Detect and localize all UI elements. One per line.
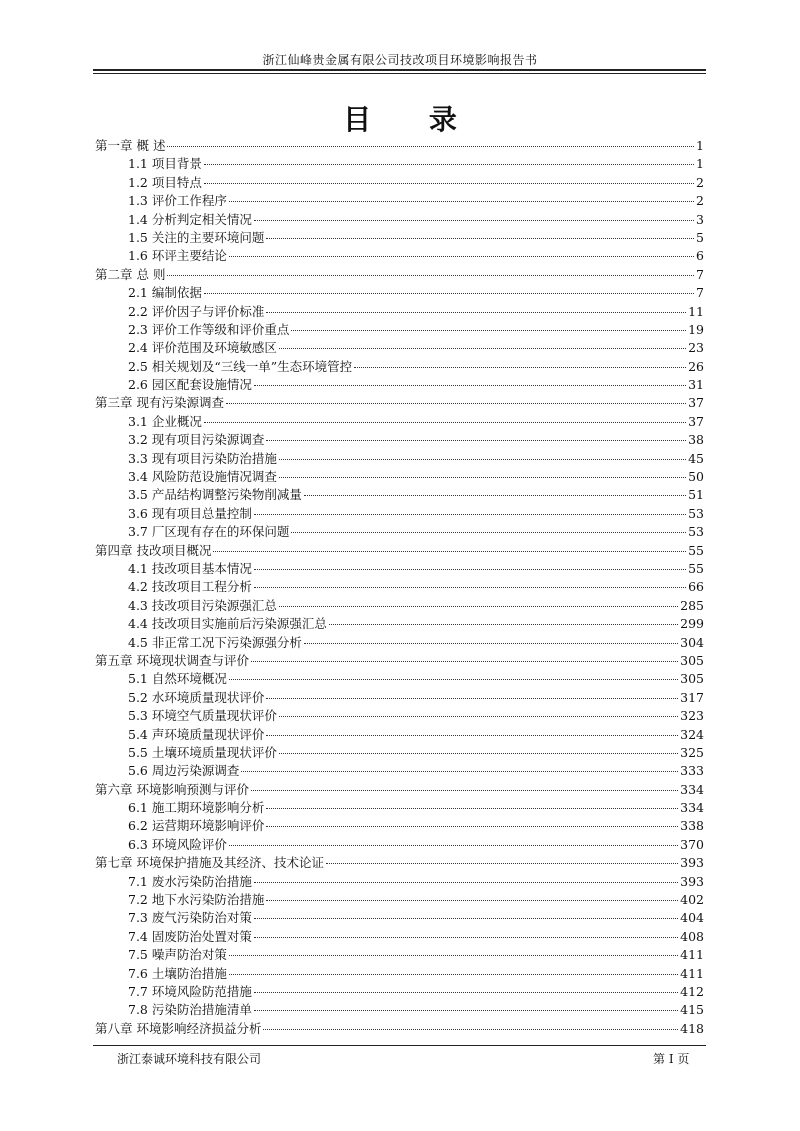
toc-section-entry[interactable] <box>95 173 704 191</box>
header-rule <box>93 69 706 74</box>
toc-entry-label: 3.6 现有项目总量控制 <box>128 505 252 521</box>
toc-dot-leader <box>254 569 686 570</box>
toc-section-entry[interactable] <box>95 798 704 816</box>
toc-entry-page-number: 66 <box>688 579 704 595</box>
toc-section-entry[interactable] <box>95 908 704 926</box>
toc-chapter-entry[interactable] <box>95 136 704 154</box>
toc-dot-leader <box>254 882 678 883</box>
toc-dot-leader <box>229 974 678 975</box>
toc-entry-label: 1.3 评价工作程序 <box>128 193 227 209</box>
toc-entry-page-number: 325 <box>680 744 704 760</box>
toc-chapter-entry[interactable] <box>95 393 704 411</box>
toc-entry-label: 第六章 环境影响预测与评价 <box>95 781 249 797</box>
toc-section-entry[interactable] <box>95 191 704 209</box>
toc-section-entry[interactable] <box>95 1000 704 1018</box>
toc-dot-leader <box>229 679 678 680</box>
toc-entry-page-number: 37 <box>688 395 704 411</box>
footer-page-number: 第 I 页 <box>653 1052 690 1066</box>
toc-dot-leader <box>279 716 678 717</box>
toc-entry-label: 5.4 声环境质量现状评价 <box>128 726 265 742</box>
toc-section-entry[interactable] <box>95 816 704 834</box>
toc-dot-leader <box>279 477 686 478</box>
toc-entry-page-number: 370 <box>680 836 704 852</box>
toc-entry-label: 7.8 污染防治措施清单 <box>128 1002 252 1018</box>
toc-entry-page-number: 2 <box>696 174 704 190</box>
toc-entry-page-number: 393 <box>680 873 704 889</box>
toc-dot-leader <box>291 532 686 533</box>
toc-dot-leader <box>279 606 678 607</box>
toc-entry-label: 1.5 关注的主要环境问题 <box>128 229 265 245</box>
toc-entry-label: 第二章 总 则 <box>95 266 166 282</box>
toc-entry-page-number: 404 <box>680 910 704 926</box>
toc-dot-leader <box>263 1029 678 1030</box>
toc-dot-leader <box>329 624 678 625</box>
toc-section-entry[interactable] <box>95 228 704 246</box>
toc-entry-label: 7.5 噪声防治对策 <box>128 947 227 963</box>
toc-dot-leader <box>204 164 694 165</box>
toc-entry-page-number: 334 <box>680 781 704 797</box>
toc-section-entry[interactable] <box>95 559 704 577</box>
toc-section-entry[interactable] <box>95 835 704 853</box>
toc-entry-page-number: 1 <box>696 138 704 153</box>
toc-dot-leader <box>326 863 678 864</box>
toc-entry-label: 5.1 自然环境概况 <box>128 671 227 687</box>
toc-section-entry[interactable] <box>95 412 704 430</box>
toc-entry-label: 3.7 厂区现有存在的环保问题 <box>128 524 290 540</box>
toc-entry-label: 2.6 园区配套设施情况 <box>128 377 252 393</box>
toc-dot-leader <box>254 514 686 515</box>
toc-entry-label: 2.2 评价因子与评价标准 <box>128 303 265 319</box>
toc-dot-leader <box>254 385 686 386</box>
toc-dot-leader <box>304 643 678 644</box>
toc-entry-page-number: 2 <box>696 193 704 209</box>
toc-entry-label: 4.5 非正常工况下污染源强分析 <box>128 634 302 650</box>
toc-entry-label: 1.1 项目背景 <box>128 156 202 172</box>
toc-chapter-entry[interactable] <box>95 651 704 669</box>
toc-entry-label: 4.4 技改项目实施前后污染源强汇总 <box>128 616 327 632</box>
toc-entry-page-number: 23 <box>688 340 704 356</box>
toc-entry-page-number: 6 <box>696 248 704 264</box>
toc-section-entry[interactable] <box>95 890 704 908</box>
toc-section-entry[interactable] <box>95 246 704 264</box>
toc-entry-label: 1.2 项目特点 <box>128 174 202 190</box>
toc-entry-page-number: 393 <box>680 855 704 871</box>
toc-entry-label: 6.3 环境风险评价 <box>128 836 227 852</box>
toc-entry-label: 5.2 水环境质量现状评价 <box>128 689 265 705</box>
toc-entry-label: 第五章 环境现状调查与评价 <box>95 652 249 668</box>
toc-entry-label: 6.2 运营期环境影响评价 <box>128 818 265 834</box>
running-header: 浙江仙峰贵金属有限公司技改项目环境影响报告书 <box>262 53 538 67</box>
toc-entry-label: 第四章 技改项目概况 <box>95 542 212 558</box>
toc-dot-leader <box>279 459 686 460</box>
toc-entry-page-number: 333 <box>680 763 704 779</box>
toc-chapter-entry[interactable] <box>95 541 704 559</box>
toc-chapter-entry[interactable] <box>95 780 704 798</box>
toc-dot-leader <box>254 992 678 993</box>
toc-entry-page-number: 53 <box>688 505 704 521</box>
toc-dot-leader <box>229 845 678 846</box>
toc-entry-label: 1.6 环评主要结论 <box>128 248 227 264</box>
toc-entry-label: 4.1 技改项目基本情况 <box>128 560 252 576</box>
toc-entry-page-number: 285 <box>680 597 704 613</box>
toc-entry-page-number: 55 <box>688 560 704 576</box>
toc-entry-label: 1.4 分析判定相关情况 <box>128 211 252 227</box>
toc-entry-label: 6.1 施工期环境影响分析 <box>128 800 265 816</box>
toc-entry-page-number: 45 <box>688 450 704 466</box>
toc-section-entry[interactable] <box>95 945 704 963</box>
toc-section-entry[interactable] <box>95 743 704 761</box>
toc-section-entry[interactable] <box>95 449 704 467</box>
page-title: 目 录 <box>343 103 481 136</box>
toc-entry-label: 3.1 企业概况 <box>128 413 202 429</box>
toc-entry-label: 3.4 风险防范设施情况调查 <box>128 469 277 485</box>
toc-dot-leader <box>266 808 678 809</box>
toc-section-entry[interactable] <box>95 338 704 356</box>
toc-dot-leader <box>229 256 694 257</box>
toc-dot-leader <box>251 661 678 662</box>
toc-entry-label: 2.1 编制依据 <box>128 285 202 301</box>
toc-entry-page-number: 418 <box>680 1020 704 1036</box>
toc-section-entry[interactable] <box>95 872 704 890</box>
toc-entry-label: 3.3 现有项目污染防治措施 <box>128 450 277 466</box>
toc-entry-page-number: 19 <box>688 321 704 337</box>
toc-dot-leader <box>279 753 678 754</box>
toc-section-entry[interactable] <box>95 706 704 724</box>
toc-entry-label: 7.7 环境风险防范措施 <box>128 983 252 999</box>
toc-entry-page-number: 299 <box>680 616 704 632</box>
footer-rule <box>93 1045 706 1046</box>
toc-dot-leader <box>204 183 694 184</box>
toc-dot-leader <box>204 422 686 423</box>
toc-section-entry[interactable] <box>95 964 704 982</box>
toc-dot-leader <box>251 790 678 791</box>
toc-entry-page-number: 411 <box>680 947 704 963</box>
toc-entry-label: 5.3 环境空气质量现状评价 <box>128 708 277 724</box>
toc-entry-page-number: 26 <box>688 358 704 374</box>
toc-dot-leader <box>266 238 694 239</box>
toc-section-entry[interactable] <box>95 761 704 779</box>
toc-dot-leader <box>229 955 678 956</box>
toc-entry-page-number: 11 <box>688 303 704 319</box>
toc-section-entry[interactable] <box>95 485 704 503</box>
toc-dot-leader <box>213 551 686 552</box>
toc-dot-leader <box>241 771 678 772</box>
toc-section-entry[interactable] <box>95 688 704 706</box>
toc-section-entry[interactable] <box>95 577 704 595</box>
toc-dot-leader <box>266 735 678 736</box>
toc-dot-leader <box>229 201 694 202</box>
toc-section-entry[interactable] <box>95 596 704 614</box>
toc-section-entry[interactable] <box>95 725 704 743</box>
footer-company: 浙江泰诚环境科技有限公司 <box>117 1052 262 1066</box>
toc-entry-label: 第一章 概 述 <box>95 138 166 153</box>
toc-section-entry[interactable] <box>95 210 704 228</box>
toc-entry-label: 3.5 产品结构调整污染物削减量 <box>128 487 302 503</box>
toc-section-entry[interactable] <box>95 467 704 485</box>
toc-entry-label: 7.2 地下水污染防治措施 <box>128 892 265 908</box>
toc-entry-page-number: 323 <box>680 708 704 724</box>
toc-entry-page-number: 305 <box>680 652 704 668</box>
toc-entry-page-number: 1 <box>696 156 704 172</box>
toc-entry-label: 7.6 土壤防治措施 <box>128 965 227 981</box>
toc-entry-label: 2.4 评价范围及环境敏感区 <box>128 340 277 356</box>
toc-entry-label: 第七章 环境保护措施及其经济、技术论证 <box>95 855 324 871</box>
toc-dot-leader <box>354 367 686 368</box>
toc-dot-leader <box>279 348 686 349</box>
toc-section-entry[interactable] <box>95 430 704 448</box>
toc-section-entry[interactable] <box>95 320 704 338</box>
toc-dot-leader <box>254 937 678 938</box>
table-of-contents <box>95 136 704 1037</box>
toc-section-entry[interactable] <box>95 614 704 632</box>
toc-chapter-entry[interactable] <box>95 265 704 283</box>
toc-section-entry[interactable] <box>95 633 704 651</box>
toc-section-entry[interactable] <box>95 927 704 945</box>
toc-entry-page-number: 304 <box>680 634 704 650</box>
toc-entry-page-number: 412 <box>680 983 704 999</box>
toc-section-entry[interactable] <box>95 504 704 522</box>
toc-entry-label: 3.2 现有项目污染源调查 <box>128 432 265 448</box>
toc-entry-page-number: 402 <box>680 892 704 908</box>
toc-entry-label: 7.1 废水污染防治措施 <box>128 873 252 889</box>
toc-dot-leader <box>167 275 694 276</box>
toc-entry-page-number: 415 <box>680 1002 704 1018</box>
toc-section-entry[interactable] <box>95 154 704 172</box>
toc-entry-page-number: 324 <box>680 726 704 742</box>
toc-entry-page-number: 7 <box>696 266 704 282</box>
toc-dot-leader <box>291 330 686 331</box>
toc-entry-label: 4.3 技改项目污染源强汇总 <box>128 597 277 613</box>
toc-dot-leader <box>254 220 694 221</box>
toc-entry-page-number: 411 <box>680 965 704 981</box>
toc-section-entry[interactable] <box>95 283 704 301</box>
toc-dot-leader <box>254 587 686 588</box>
toc-chapter-entry[interactable] <box>95 853 704 871</box>
toc-section-entry[interactable] <box>95 982 704 1000</box>
toc-section-entry[interactable] <box>95 669 704 687</box>
toc-dot-leader <box>204 293 694 294</box>
toc-entry-page-number: 408 <box>680 928 704 944</box>
toc-entry-label: 第八章 环境影响经济损益分析 <box>95 1020 262 1036</box>
toc-entry-page-number: 50 <box>688 469 704 485</box>
toc-entry-page-number: 334 <box>680 800 704 816</box>
toc-dot-leader <box>266 698 678 699</box>
toc-entry-page-number: 37 <box>688 413 704 429</box>
toc-section-entry[interactable] <box>95 522 704 540</box>
toc-entry-label: 5.6 周边污染源调查 <box>128 763 240 779</box>
toc-dot-leader <box>167 146 694 147</box>
toc-dot-leader <box>304 495 686 496</box>
toc-entry-page-number: 338 <box>680 818 704 834</box>
toc-entry-page-number: 53 <box>688 524 704 540</box>
toc-dot-leader <box>254 1010 678 1011</box>
toc-entry-label: 2.5 相关规划及“三线一单”生态环境管控 <box>128 358 353 374</box>
toc-entry-label: 7.3 废气污染防治对策 <box>128 910 252 926</box>
toc-dot-leader <box>266 826 678 827</box>
toc-entry-label: 第三章 现有污染源调查 <box>95 395 224 411</box>
toc-entry-label: 7.4 固废防治处置对策 <box>128 928 252 944</box>
toc-section-entry[interactable] <box>95 357 704 375</box>
toc-section-entry[interactable] <box>95 302 704 320</box>
toc-section-entry[interactable] <box>95 375 704 393</box>
toc-entry-label: 4.2 技改项目工程分析 <box>128 579 252 595</box>
toc-entry-page-number: 5 <box>696 229 704 245</box>
toc-entry-label: 5.5 土壤环境质量现状评价 <box>128 744 277 760</box>
toc-entry-page-number: 305 <box>680 671 704 687</box>
toc-dot-leader <box>266 312 686 313</box>
toc-chapter-entry[interactable] <box>95 1019 704 1037</box>
toc-entry-page-number: 3 <box>696 211 704 227</box>
toc-entry-page-number: 317 <box>680 689 704 705</box>
toc-entry-page-number: 38 <box>688 432 704 448</box>
toc-entry-page-number: 55 <box>688 542 704 558</box>
toc-dot-leader <box>254 918 678 919</box>
toc-dot-leader <box>266 440 686 441</box>
toc-dot-leader <box>266 900 678 901</box>
toc-entry-label: 2.3 评价工作等级和评价重点 <box>128 321 290 337</box>
toc-entry-page-number: 51 <box>688 487 704 503</box>
toc-dot-leader <box>226 403 686 404</box>
toc-entry-page-number: 7 <box>696 285 704 301</box>
toc-entry-page-number: 31 <box>688 377 704 393</box>
